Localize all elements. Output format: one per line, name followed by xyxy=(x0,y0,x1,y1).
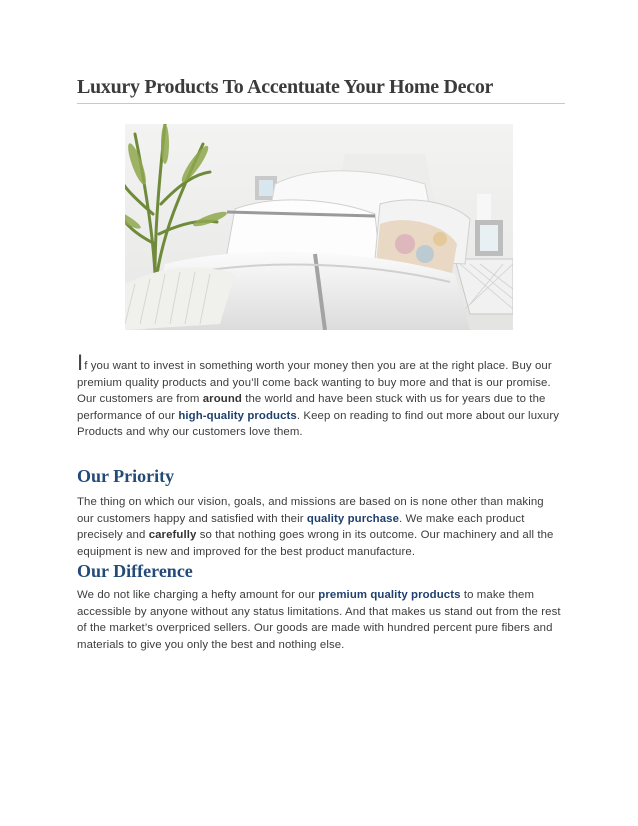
difference-text-2: to make them accessible by anyone without any status limitations. And that makes us stand out from the rest of the market’s overpriced sellers. Our goods are made with hundred percent pure fibers and materials to give you only the best and nothing else. xyxy=(77,589,561,651)
page-title: Luxury Products To Accentuate Your Home Decor xyxy=(77,76,494,98)
difference-text-1: We do not like charging a hefty amount for our xyxy=(77,589,319,601)
intro-bold-around: around xyxy=(202,393,242,405)
intro-text-1: f you want to invest in something worth your money then you are at the right place. Buy our premium quality products and you’ll come back wanting to buy more and that is our promise. Our customers are from xyxy=(77,360,552,405)
priority-bold-carefully: carefully xyxy=(148,529,197,541)
bedroom-illustration xyxy=(125,124,513,330)
priority-paragraph xyxy=(77,494,563,560)
difference-heading: Our Difference xyxy=(77,561,193,581)
intro-text-2: the world and have been stuck with us for years due to the performance of our xyxy=(77,393,546,422)
priority-text-1: The thing on which our vision, goals, and missions are based on is none other than making our customers happy and satisfied with their xyxy=(77,496,544,525)
premium-quality-products-link[interactable]: premium quality products xyxy=(318,589,461,601)
priority-heading: Our Priority xyxy=(77,466,175,486)
priority-text-2: . We make each product precisely and xyxy=(77,512,525,541)
title-divider xyxy=(77,103,565,104)
intro-text-3: . Keep on reading to find out more about our luxury Products and why our customers love them. xyxy=(77,409,560,438)
drop-cap: I xyxy=(77,350,84,375)
difference-paragraph xyxy=(77,587,563,653)
priority-text-3: so that nothing goes wrong in its outcome. Our machinery and all the equipment is new and improved for the best product manufacture. xyxy=(77,529,554,558)
high-quality-products-link[interactable]: high-quality products xyxy=(178,409,297,422)
bedroom-photo xyxy=(125,124,513,330)
intro-paragraph xyxy=(77,350,567,441)
quality-purchase-link[interactable]: quality purchase xyxy=(306,512,400,525)
